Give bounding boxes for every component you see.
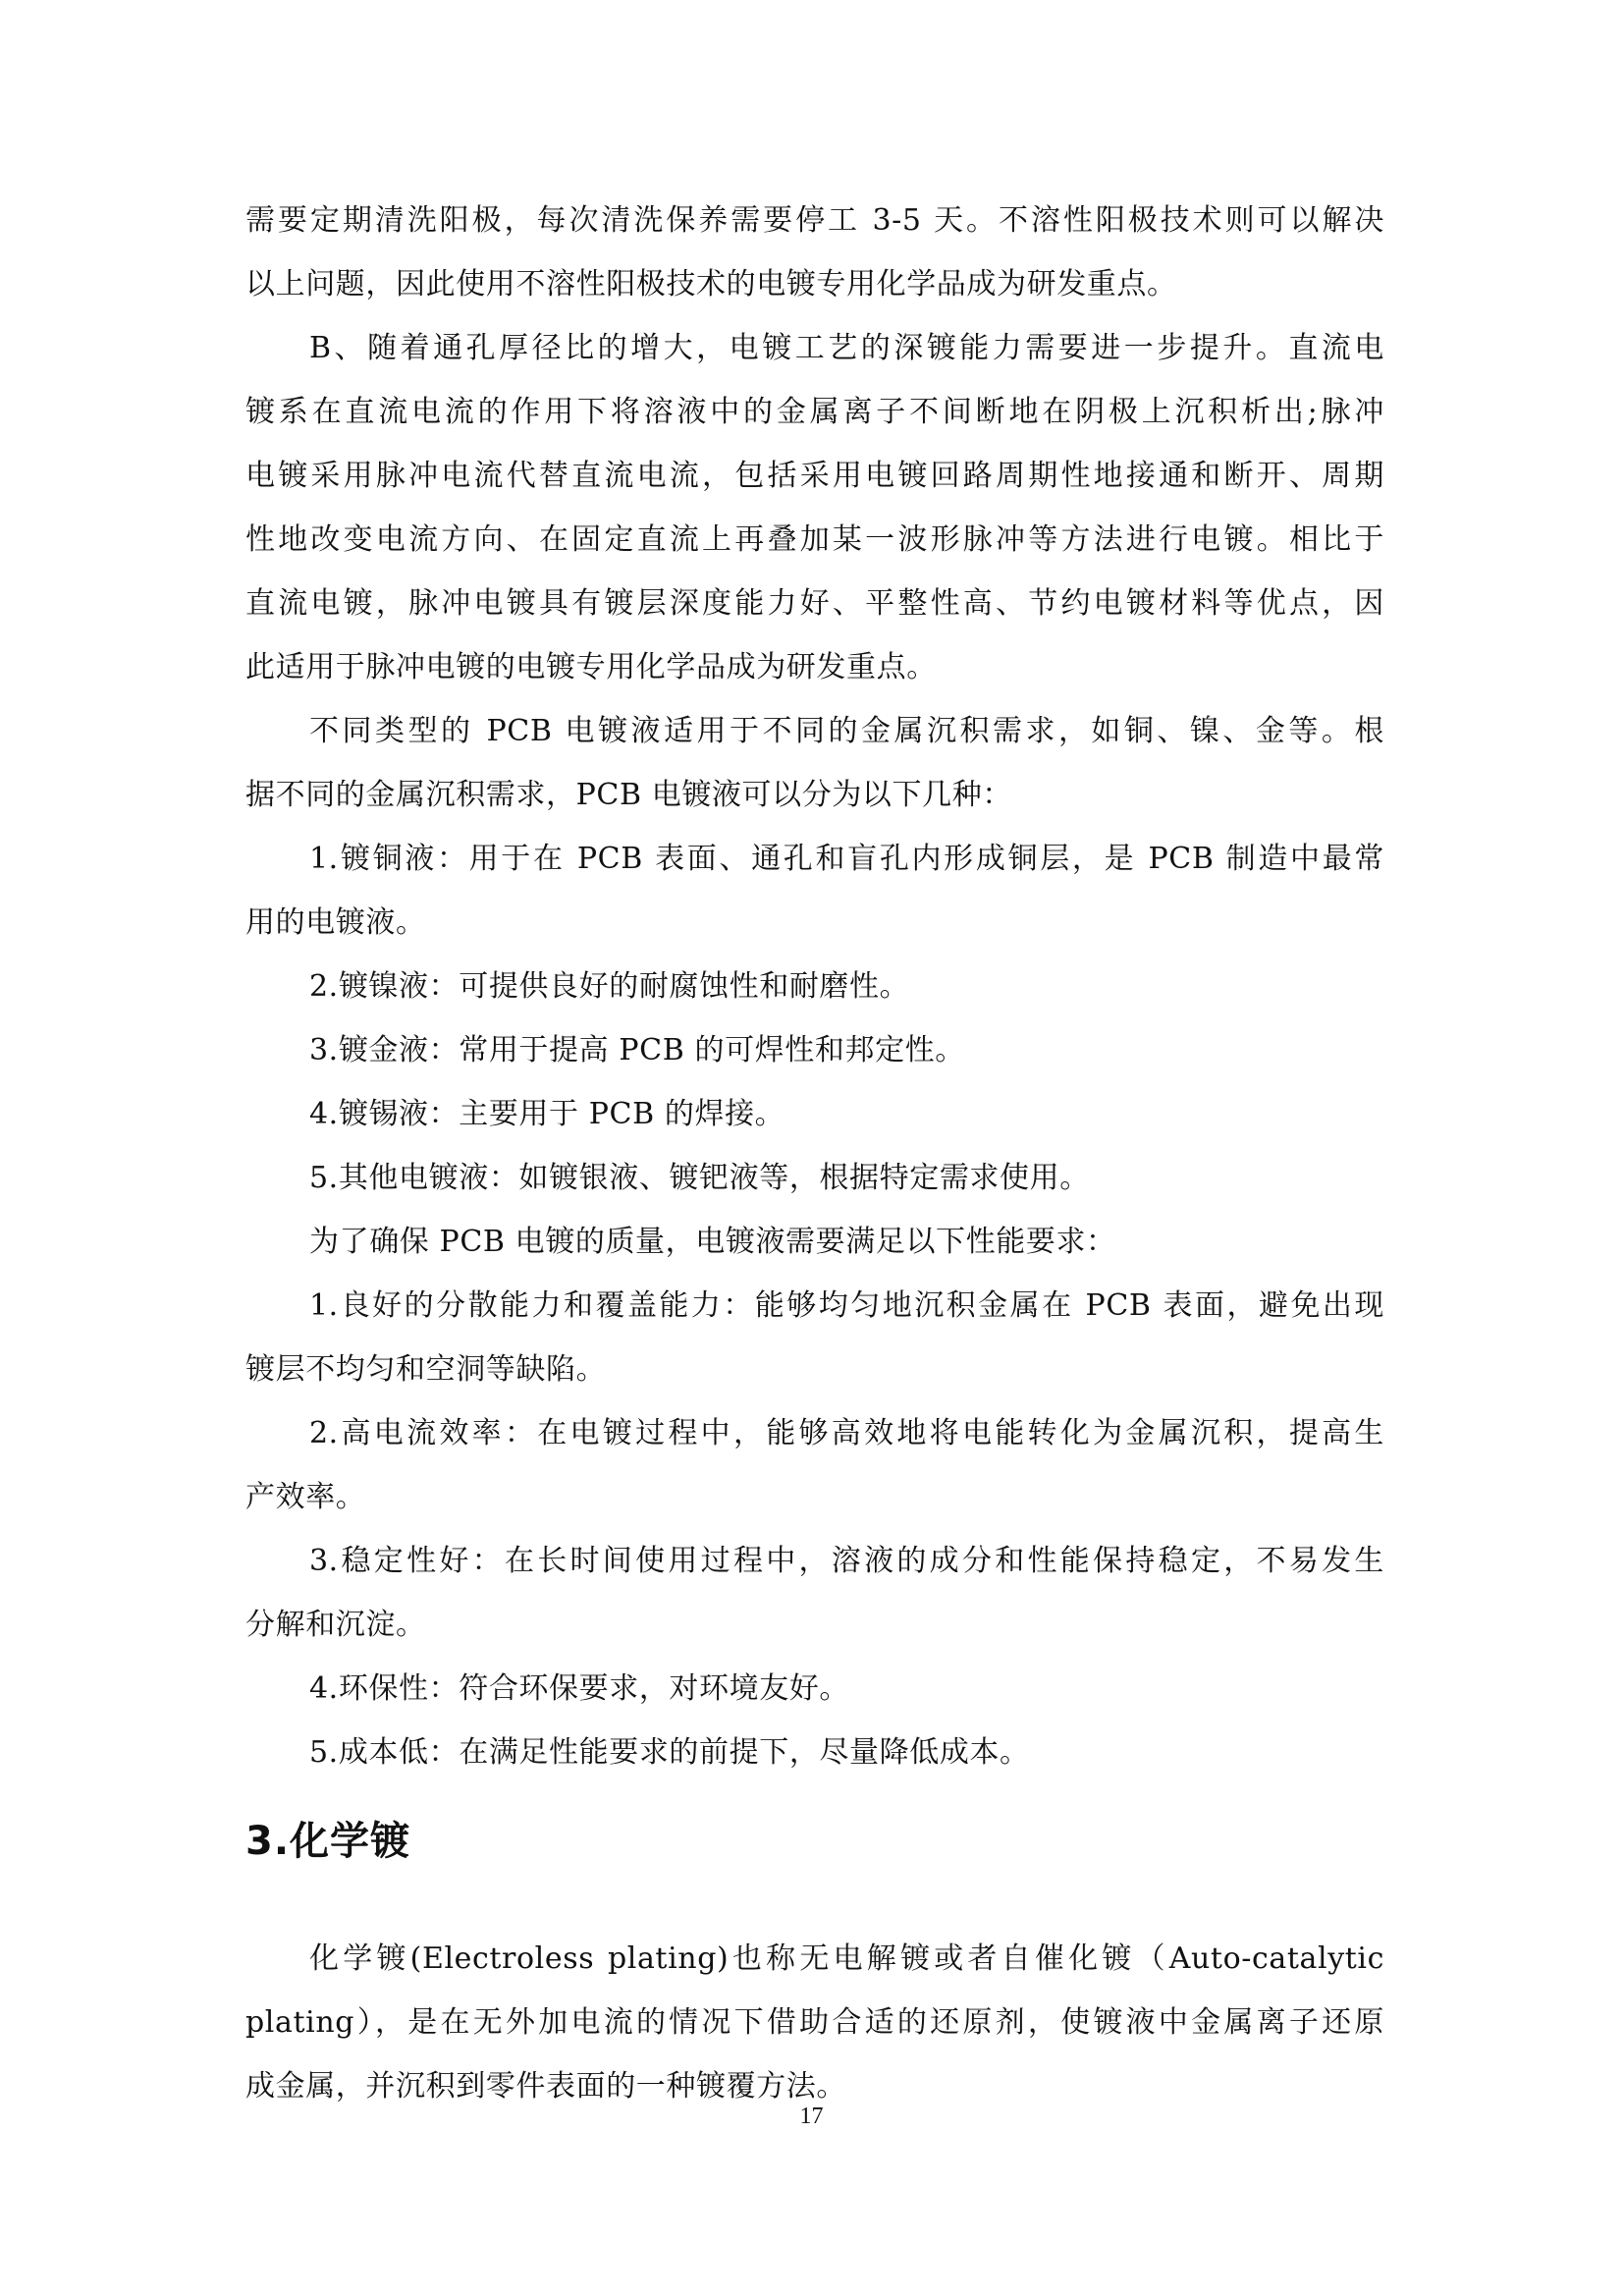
section-heading: 3.化学镀 xyxy=(245,1819,411,1864)
list-item: 2.高电流效率：在电镀过程中，能够高效地将电能转化为金属沉积，提高生 xyxy=(309,1416,1384,1450)
list-item: 1.良好的分散能力和覆盖能力：能够均匀地沉积金属在 PCB 表面，避免出现 xyxy=(309,1288,1384,1323)
paragraph-line: 成金属，并沉积到零件表面的一种镀覆方法。 xyxy=(245,2069,846,2104)
paragraph-line: B、随着通孔厚径比的增大，电镀工艺的深镀能力需要进一步提升。直流电 xyxy=(309,331,1384,365)
paragraph-line: 直流电镀，脉冲电镀具有镀层深度能力好、平整性高、节约电镀材料等优点，因 xyxy=(245,586,1384,621)
paragraph-line: 电镀采用脉冲电流代替直流电流，包括采用电镀回路周期性地接通和断开、周期 xyxy=(245,459,1384,493)
list-item: 4.镀锡液：主要用于 PCB 的焊接。 xyxy=(309,1097,785,1131)
list-item: 1.镀铜液：用于在 PCB 表面、通孔和盲孔内形成铜层，是 PCB 制造中最常 xyxy=(309,842,1384,876)
list-item: 5.其他电镀液：如镀银液、镀钯液等，根据特定需求使用。 xyxy=(309,1161,1090,1195)
paragraph-line: 据不同的金属沉积需求，PCB 电镀液可以分为以下几种： xyxy=(245,778,1012,812)
paragraph-line: 需要定期清洗阳极，每次清洗保养需要停工 3-5 天。不溶性阳极技术则可以解决 xyxy=(245,203,1384,238)
list-item: 5.成本低：在满足性能要求的前提下，尽量降低成本。 xyxy=(309,1735,1030,1770)
list-item: 4.环保性：符合环保要求，对环境友好。 xyxy=(309,1671,850,1706)
list-item: 3.镀金液：常用于提高 PCB 的可焊性和邦定性。 xyxy=(309,1033,965,1067)
page-number: 17 xyxy=(799,2104,824,2129)
list-item: 3.稳定性好：在长时间使用过程中，溶液的成分和性能保持稳定，不易发生 xyxy=(309,1544,1384,1578)
list-item: 2.镀镍液：可提供良好的耐腐蚀性和耐磨性。 xyxy=(309,969,910,1004)
paragraph-line: 此适用于脉冲电镀的电镀专用化学品成为研发重点。 xyxy=(245,650,937,684)
paragraph-line: 用的电镀液。 xyxy=(245,905,426,940)
paragraph-line: 镀层不均匀和空洞等缺陷。 xyxy=(245,1352,607,1387)
paragraph-line: 为了确保 PCB 电镀的质量，电镀液需要满足以下性能要求： xyxy=(309,1225,1116,1259)
paragraph-line: plating），是在无外加电流的情况下借助合适的还原剂，使镀液中金属离子还原 xyxy=(245,2005,1384,2040)
paragraph-line: 性地改变电流方向、在固定直流上再叠加某一波形脉冲等方法进行电镀。相比于 xyxy=(245,522,1384,557)
paragraph-line: 产效率。 xyxy=(245,1480,366,1514)
paragraph-line: 分解和沉淀。 xyxy=(245,1608,426,1642)
paragraph-line: 以上问题，因此使用不溶性阳极技术的电镀专用化学品成为研发重点。 xyxy=(245,267,1177,301)
paragraph-line: 化学镀(Electroless plating)也称无电解镀或者自催化镀（Auto-catalytic xyxy=(309,1941,1384,1976)
paragraph-line: 不同类型的 PCB 电镀液适用于不同的金属沉积需求，如铜、镍、金等。根 xyxy=(309,714,1384,748)
paragraph-line: 镀系在直流电流的作用下将溶液中的金属离子不间断地在阴极上沉积析出;脉冲 xyxy=(245,395,1384,429)
